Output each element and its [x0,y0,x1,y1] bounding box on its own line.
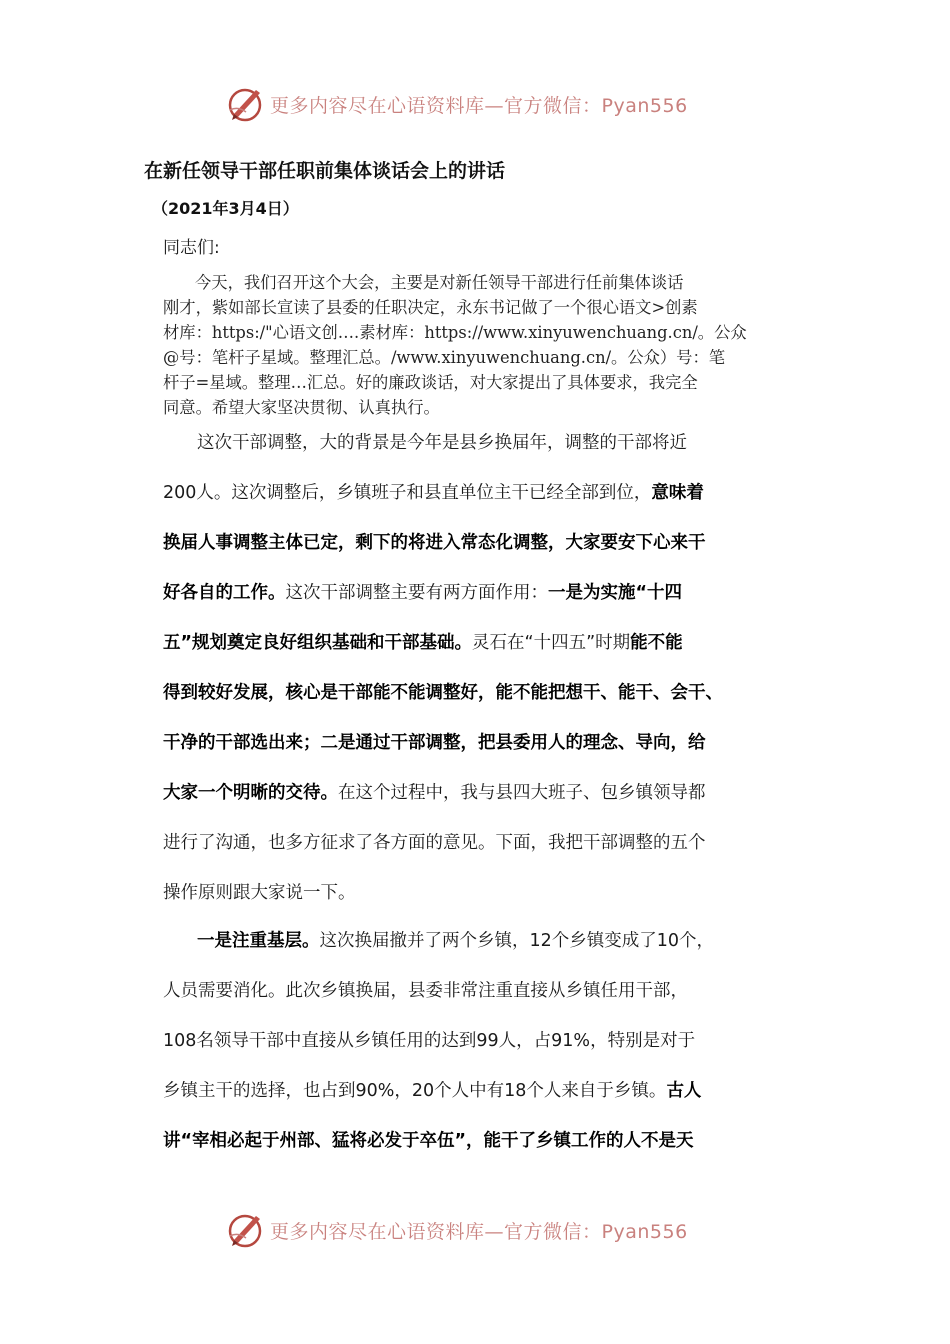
intro-line: 同意。希望大家坚决贯彻、认真执行。 [163,398,440,417]
body-line: 得到较好发展，核心是干部能不能调整好，能不能把想干、能干、会干、 [163,683,723,703]
body-line: 一是注重基层。这次换届撤并了两个乡镇，12个乡镇变成了10个， [197,931,715,951]
wechat-id: Pyan556 [601,94,688,117]
banner-text: 更多内容尽在心语资料库—官方微信：Pyan556 [270,1220,688,1243]
intro-line: 材库：https:/"心语文创….素材库：https://www.xinyuwenchuang.cn/。公众 [163,323,747,342]
body-line: 这次干部调整，大的背景是今年是县乡换届年，调整的干部将近 [197,433,687,453]
paragraph-adjustment [163,418,789,918]
document-title: 在新任领导干部任职前集体谈话会上的讲话 [144,160,506,182]
salutation: 同志们: [163,238,220,258]
intro-line: 刚才，紫如部长宣读了县委的任职决定，永东书记做了一个很心语文>创素 [163,298,698,317]
body-line: 干净的干部选出来；二是通过干部调整，把县委用人的理念、导向，给 [163,733,706,753]
body-line: 换届人事调整主体已定，剩下的将进入常态化调整，大家要安下心来干 [163,533,706,553]
pen-logo-icon [226,84,266,124]
body-line: 人员需要消化。此次乡镇换届，县委非常注重直接从乡镇任用干部， [163,981,688,1001]
body-line: 操作原则跟大家说一下。 [163,883,356,903]
body-line: 108名领导干部中直接从乡镇任用的达到99人，占91%，特别是对于 [163,1031,696,1051]
banner-text: 更多内容尽在心语资料库—官方微信：Pyan556 [270,94,688,117]
footer-banner [226,1208,688,1252]
body-line: 乡镇主干的选择，也占到90%，20个人中有18个人来自于乡镇。古人 [163,1081,702,1101]
wechat-id: Pyan556 [601,1220,688,1243]
body-line: 讲“宰相必起于州部、猛将必发于卒伍”，能干了乡镇工作的人不是天 [163,1131,694,1151]
intro-line: @号：笔杆子星域。整理汇总。/www.xinyuwenchuang.cn/。公众）号：笔 [163,348,726,367]
paragraph-grassroots [163,916,789,1166]
body-line: 大家一个明晰的交待。在这个过程中，我与县四大班子、包乡镇领导都 [163,783,706,803]
header-banner [226,82,688,126]
body-line: 进行了沟通，也多方征求了各方面的意见。下面，我把干部调整的五个 [163,833,706,853]
intro-line: 杆子=星域。整理…汇总。好的廉政谈话，对大家提出了具体要求，我完全 [163,373,698,392]
intro-paragraph [163,270,789,420]
body-line: 五”规划奠定良好组织基础和干部基础。灵石在“十四五”时期能不能 [163,633,683,653]
document-date: （2021年3月4日） [152,199,299,218]
intro-line: 今天，我们召开这个大会，主要是对新任领导干部进行任前集体谈话 [195,273,684,292]
pen-logo-icon [226,1210,266,1250]
body-line: 好各自的工作。这次干部调整主要有两方面作用：一是为实施“十四 [163,583,683,603]
body-line: 200人。这次调整后，乡镇班子和县直单位主干已经全部到位，意味着 [163,483,704,503]
